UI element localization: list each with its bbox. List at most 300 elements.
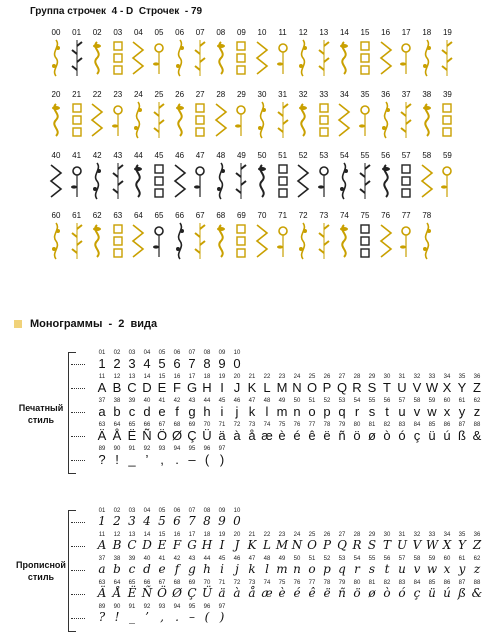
monogram-character: å (248, 428, 256, 443)
stitch-cell (293, 211, 313, 261)
monogram-cell (154, 532, 170, 552)
monogram-cell (379, 556, 395, 576)
stitch-cell (149, 90, 169, 140)
monogram-number: 25 (308, 374, 316, 380)
stitch-motif-icon (317, 100, 331, 140)
stitch-cell (67, 151, 87, 201)
monogram-cell (439, 374, 455, 394)
monogram-character: E (157, 380, 167, 395)
monogram-number: 53 (338, 556, 346, 562)
stitch-cell (128, 28, 148, 78)
monogram-number: 36 (473, 532, 481, 538)
monogram-character: p (323, 562, 331, 576)
monogram-number: 56 (383, 398, 391, 404)
stitch-motif-icon (399, 38, 413, 78)
monogram-cell (94, 604, 110, 624)
stitch-cell (417, 28, 437, 78)
monogram-cell (199, 580, 215, 600)
monogram-cell (454, 374, 470, 394)
monogram-number: 05 (158, 508, 166, 514)
monogram-character: ñ (338, 428, 346, 443)
stitch-cell (314, 90, 334, 140)
monogram-cell (94, 556, 110, 576)
monogram-character: y (458, 404, 466, 419)
stitch-number: 75 (360, 211, 370, 220)
monogram-character: x (443, 562, 451, 576)
stitch-cell (355, 151, 375, 201)
monogram-number: 83 (398, 580, 406, 586)
monogram-number: 84 (413, 580, 421, 586)
monogram-number: 19 (218, 374, 226, 380)
stitch-cell (67, 28, 87, 78)
monogram-character: G (186, 380, 198, 395)
monogram-character: h (203, 404, 211, 419)
print-style-label (10, 402, 72, 426)
stitch-motif-icon (276, 221, 290, 261)
monogram-cell (139, 508, 155, 528)
monogram-character: j (235, 404, 239, 419)
stitch-number: 25 (154, 90, 164, 99)
monogram-cell (109, 446, 125, 466)
monogram-cell (304, 532, 320, 552)
monogram-character: ñ (338, 586, 346, 600)
stitch-cell (211, 211, 231, 261)
monogram-character: e (158, 404, 166, 419)
stitch-motif-icon (317, 161, 331, 201)
stitch-motif-icon (358, 100, 372, 140)
monogram-cell (274, 398, 290, 418)
monogram-cell (199, 398, 215, 418)
monogram-cell (199, 350, 215, 370)
monogram-cell (304, 422, 320, 442)
stitch-cell (170, 211, 190, 261)
monogram-character: ç (413, 428, 421, 443)
stitch-cell (417, 151, 437, 201)
monogram-character: . (175, 452, 179, 467)
monogram-character: z (473, 404, 481, 419)
monogram-number: 88 (473, 422, 481, 428)
monogram-cell (169, 508, 185, 528)
monogram-character: L (263, 380, 271, 395)
monogram-cell (379, 580, 395, 600)
monogram-cell (169, 350, 185, 370)
monogram-character: æ (261, 428, 273, 443)
monogram-number: 51 (308, 398, 316, 404)
monogram-cell (184, 398, 200, 418)
stitch-number: 36 (381, 90, 391, 99)
monogram-number: 45 (218, 398, 226, 404)
stitch-cell (211, 151, 231, 201)
monogram-character: 4 (143, 514, 151, 528)
monogram-character: D (142, 538, 152, 552)
monogram-cell (289, 556, 305, 576)
stitch-cell (293, 151, 313, 201)
monogram-number: 75 (278, 580, 286, 586)
monogram-character: P (322, 538, 332, 552)
monogram-cell (109, 508, 125, 528)
monogram-cell (109, 556, 125, 576)
stitch-cell (67, 211, 87, 261)
monogram-cell (424, 374, 440, 394)
script-style-label-line1: Прописной (16, 560, 66, 570)
monogram-character: n (293, 404, 301, 419)
monogram-cell (244, 532, 260, 552)
monogram-character: 1 (98, 356, 106, 371)
monogram-character: 5 (158, 514, 166, 528)
monogram-character: B (112, 380, 122, 395)
monogram-cell (454, 422, 470, 442)
stitch-motif-icon (337, 100, 351, 140)
monogram-number: 52 (323, 398, 331, 404)
stitch-number: 40 (51, 151, 61, 160)
stitch-number: 55 (360, 151, 370, 160)
monogram-character: d (143, 404, 151, 419)
monogram-number: 03 (128, 350, 136, 356)
monogram-number: 56 (383, 556, 391, 562)
monogram-character: ö (353, 586, 361, 600)
stitch-motif-icon (317, 221, 331, 261)
monogram-character: , (160, 452, 164, 467)
stitch-motif-icon (131, 100, 145, 140)
monogram-character: Ø (172, 586, 182, 600)
stitch-cell (87, 211, 107, 261)
monogram-cell (124, 580, 140, 600)
monogram-number: 45 (218, 556, 226, 562)
stitch-number: 56 (381, 151, 391, 160)
stitch-motif-icon (111, 100, 125, 140)
monogram-cell (214, 532, 230, 552)
monogram-character: ß (458, 428, 466, 443)
monogram-character: U (397, 380, 407, 395)
monogram-number: 12 (113, 374, 121, 380)
stitch-number: 65 (154, 211, 164, 220)
monogram-character: 4 (143, 356, 151, 371)
stitch-cell (376, 28, 396, 78)
stitch-number: 15 (360, 28, 370, 37)
monogram-cell (469, 580, 485, 600)
monogram-character: r (354, 562, 360, 576)
monogram-character: 9 (218, 514, 226, 528)
monogram-number: 41 (158, 398, 166, 404)
stitch-motif-icon (214, 38, 228, 78)
stitch-cell (314, 211, 334, 261)
stitch-number: 59 (442, 151, 452, 160)
monogram-cell (184, 508, 200, 528)
stitch-motif-icon (90, 221, 104, 261)
monogram-character: à (233, 428, 241, 443)
monogram-cell (199, 374, 215, 394)
stitch-cell (334, 211, 354, 261)
monogram-cell (409, 580, 425, 600)
monogram-cell (424, 422, 440, 442)
monogram-number: 54 (353, 398, 361, 404)
stitch-motif-icon (296, 161, 310, 201)
monogram-cell (364, 422, 380, 442)
monogram-character: , (160, 610, 164, 624)
stitch-number: 16 (381, 28, 391, 37)
monogram-cell (229, 508, 245, 528)
monogram-number: 32 (413, 532, 421, 538)
monogram-number: 07 (188, 508, 196, 514)
monogram-character: Ç (187, 586, 197, 600)
stitch-cell (273, 28, 293, 78)
stitch-motif-icon (296, 221, 310, 261)
monogram-character: Ñ (142, 428, 152, 443)
monogram-number: 06 (173, 508, 181, 514)
monogram-number: 18 (203, 374, 211, 380)
stitch-cell (273, 211, 293, 261)
monogram-number: 40 (143, 398, 151, 404)
monogram-cell (334, 374, 350, 394)
monogram-character: – (188, 452, 196, 467)
monogram-number: 13 (128, 532, 136, 538)
monogram-character: I (219, 538, 225, 552)
monogram-character: R (352, 538, 362, 552)
stitch-cell (396, 90, 416, 140)
monogram-cell (409, 374, 425, 394)
monogram-number: 01 (98, 508, 106, 514)
monogram-number: 46 (233, 556, 241, 562)
monogram-number: 28 (353, 374, 361, 380)
monogram-number: 15 (158, 532, 166, 538)
monogram-cell (469, 556, 485, 576)
monogram-character: B (112, 538, 122, 552)
monogram-character: i (220, 404, 224, 419)
stitch-number: 06 (175, 28, 185, 37)
monogram-number: 78 (323, 422, 331, 428)
monogram-character: J (234, 538, 240, 552)
stitch-number: 42 (92, 151, 102, 160)
stitch-motif-icon (399, 221, 413, 261)
monogram-cell (214, 446, 230, 466)
stitch-number: 72 (298, 211, 308, 220)
stitch-number: 41 (72, 151, 82, 160)
stitch-number: 78 (422, 211, 432, 220)
monogram-cell (274, 580, 290, 600)
monogram-cell (394, 374, 410, 394)
monogram-character: ’ (145, 610, 149, 624)
stitch-cell (231, 28, 251, 78)
monogram-number: 77 (308, 422, 316, 428)
stitch-motif-icon (234, 221, 248, 261)
monogram-cell (244, 398, 260, 418)
stitch-motif-icon (173, 100, 187, 140)
monogram-character: o (308, 562, 316, 576)
monogram-character: X (442, 380, 452, 395)
monogram-cell (274, 532, 290, 552)
monogram-cell (439, 422, 455, 442)
monogram-cell (139, 580, 155, 600)
stitch-cell (170, 28, 190, 78)
monogram-character: Ë (127, 428, 137, 443)
monogram-character: ê (308, 586, 316, 600)
stitch-motif-icon (49, 38, 63, 78)
stitch-motif-icon (234, 38, 248, 78)
monogram-number: 86 (443, 422, 451, 428)
monogram-cell (139, 556, 155, 576)
stitch-number: 63 (113, 211, 123, 220)
monogram-cell (109, 532, 125, 552)
stitch-motif-icon (337, 38, 351, 78)
monogram-character: 6 (173, 356, 181, 371)
stitch-number: 44 (133, 151, 143, 160)
monogram-character: H (201, 538, 213, 552)
monogram-number: 47 (248, 398, 256, 404)
monogram-cell (229, 398, 245, 418)
monogram-character: S (367, 538, 377, 552)
monogram-cell (259, 422, 275, 442)
stitch-number: 50 (257, 151, 267, 160)
monogram-character: 0 (233, 356, 241, 371)
monogram-cell (124, 350, 140, 370)
monogram-cell (154, 580, 170, 600)
monogram-cell (304, 398, 320, 418)
monogram-number: 90 (113, 446, 121, 452)
monogram-number: 67 (158, 422, 166, 428)
monogram-cell (304, 556, 320, 576)
monogram-number: 93 (158, 604, 166, 610)
monogram-character: _ (128, 452, 136, 467)
stitch-cell (334, 151, 354, 201)
monogram-number: 25 (308, 532, 316, 538)
monogram-number: 91 (128, 446, 136, 452)
monogram-number: 44 (203, 398, 211, 404)
monogram-cell (94, 422, 110, 442)
stitch-number: 33 (319, 90, 329, 99)
monogram-character: I (220, 380, 224, 395)
monogram-cell (319, 556, 335, 576)
monogram-number: 70 (203, 422, 211, 428)
monogram-number: 22 (263, 374, 271, 380)
monogram-character: å (248, 586, 256, 600)
monogram-number: 76 (293, 580, 301, 586)
monogram-cell (124, 604, 140, 624)
stitch-cell (46, 151, 66, 201)
monogram-character: d (143, 562, 151, 576)
monogram-number: 05 (158, 350, 166, 356)
monogram-cell (154, 446, 170, 466)
monogram-cell (139, 532, 155, 552)
monogram-number: 31 (398, 374, 406, 380)
stitch-cell (437, 151, 457, 201)
monogram-number: 35 (458, 532, 466, 538)
monogram-character: 9 (218, 356, 226, 371)
monogram-number: 89 (98, 446, 106, 452)
monogram-cell (334, 398, 350, 418)
monogram-character: c (128, 562, 136, 576)
monogram-character: s (368, 562, 376, 576)
stitch-motif-icon (90, 100, 104, 140)
monogram-cell (259, 556, 275, 576)
monogram-character: Ë (127, 586, 137, 600)
monogram-character: æ (261, 586, 273, 600)
stitch-number: 46 (175, 151, 185, 160)
monogram-character: K (247, 380, 257, 395)
stitch-cell (355, 28, 375, 78)
monogram-character: Q (337, 538, 347, 552)
stitch-cell (190, 151, 210, 201)
monogram-number: 96 (203, 446, 211, 452)
stitch-cell (293, 90, 313, 140)
monogram-character: c (128, 404, 136, 419)
monogram-number: 80 (353, 580, 361, 586)
stitch-number: 49 (236, 151, 246, 160)
monogram-number: 43 (188, 556, 196, 562)
monogram-cell (349, 556, 365, 576)
stitch-cell (355, 90, 375, 140)
stitch-motif-icon (173, 38, 187, 78)
monogram-cell (94, 350, 110, 370)
monogram-character: ? (98, 452, 106, 467)
monogram-cell (169, 532, 185, 552)
monogram-character: ò (383, 428, 391, 443)
stitch-number: 01 (72, 28, 82, 37)
monogram-number: 57 (398, 556, 406, 562)
monogram-cell (124, 556, 140, 576)
monogram-number: 84 (413, 422, 421, 428)
stitch-motif-icon (90, 161, 104, 201)
stitch-cell (417, 211, 437, 261)
stitch-number: 10 (257, 28, 267, 37)
monogram-number: 97 (218, 604, 226, 610)
monogram-character: Å (112, 428, 122, 443)
monogram-number: 59 (428, 398, 436, 404)
monogram-character: k (248, 404, 256, 419)
monogram-cell (259, 374, 275, 394)
stitch-number: 57 (401, 151, 411, 160)
monogram-cell (244, 580, 260, 600)
stitch-cell (46, 90, 66, 140)
monogram-number: 38 (113, 398, 121, 404)
monogram-number: 72 (233, 422, 241, 428)
stitch-number: 11 (278, 28, 287, 37)
monogram-cell (214, 398, 230, 418)
monogram-character: v (413, 404, 421, 419)
monogram-cell (109, 350, 125, 370)
monogram-character: – (189, 610, 195, 624)
monogram-number: 29 (368, 532, 376, 538)
stitch-motif-icon (358, 221, 372, 261)
stitch-motif-icon (296, 38, 310, 78)
monogram-number: 94 (173, 604, 181, 610)
monogram-character: 2 (113, 514, 121, 528)
monogram-cell (469, 422, 485, 442)
monogram-number: 27 (338, 374, 346, 380)
monogram-cell (424, 532, 440, 552)
monogram-cell (469, 398, 485, 418)
monogram-character: 1 (98, 514, 106, 528)
monogram-cell (139, 374, 155, 394)
monogram-cell (184, 422, 200, 442)
monogram-cell (154, 398, 170, 418)
stitch-cell (231, 90, 251, 140)
monogram-character: à (233, 586, 241, 600)
monogram-number: 95 (188, 446, 196, 452)
monogram-cell (319, 580, 335, 600)
monogram-cell (199, 422, 215, 442)
stitch-cell (108, 211, 128, 261)
monogram-number: 21 (248, 374, 256, 380)
stitch-cell (231, 151, 251, 201)
monogram-number: 74 (263, 422, 271, 428)
monogram-number: 33 (428, 532, 436, 538)
monogram-cell (154, 508, 170, 528)
monogram-number: 42 (173, 556, 181, 562)
row-indicator (71, 570, 85, 572)
monogram-cell (469, 374, 485, 394)
stitch-motif-icon (173, 221, 187, 261)
monogram-character: ) (219, 610, 225, 624)
